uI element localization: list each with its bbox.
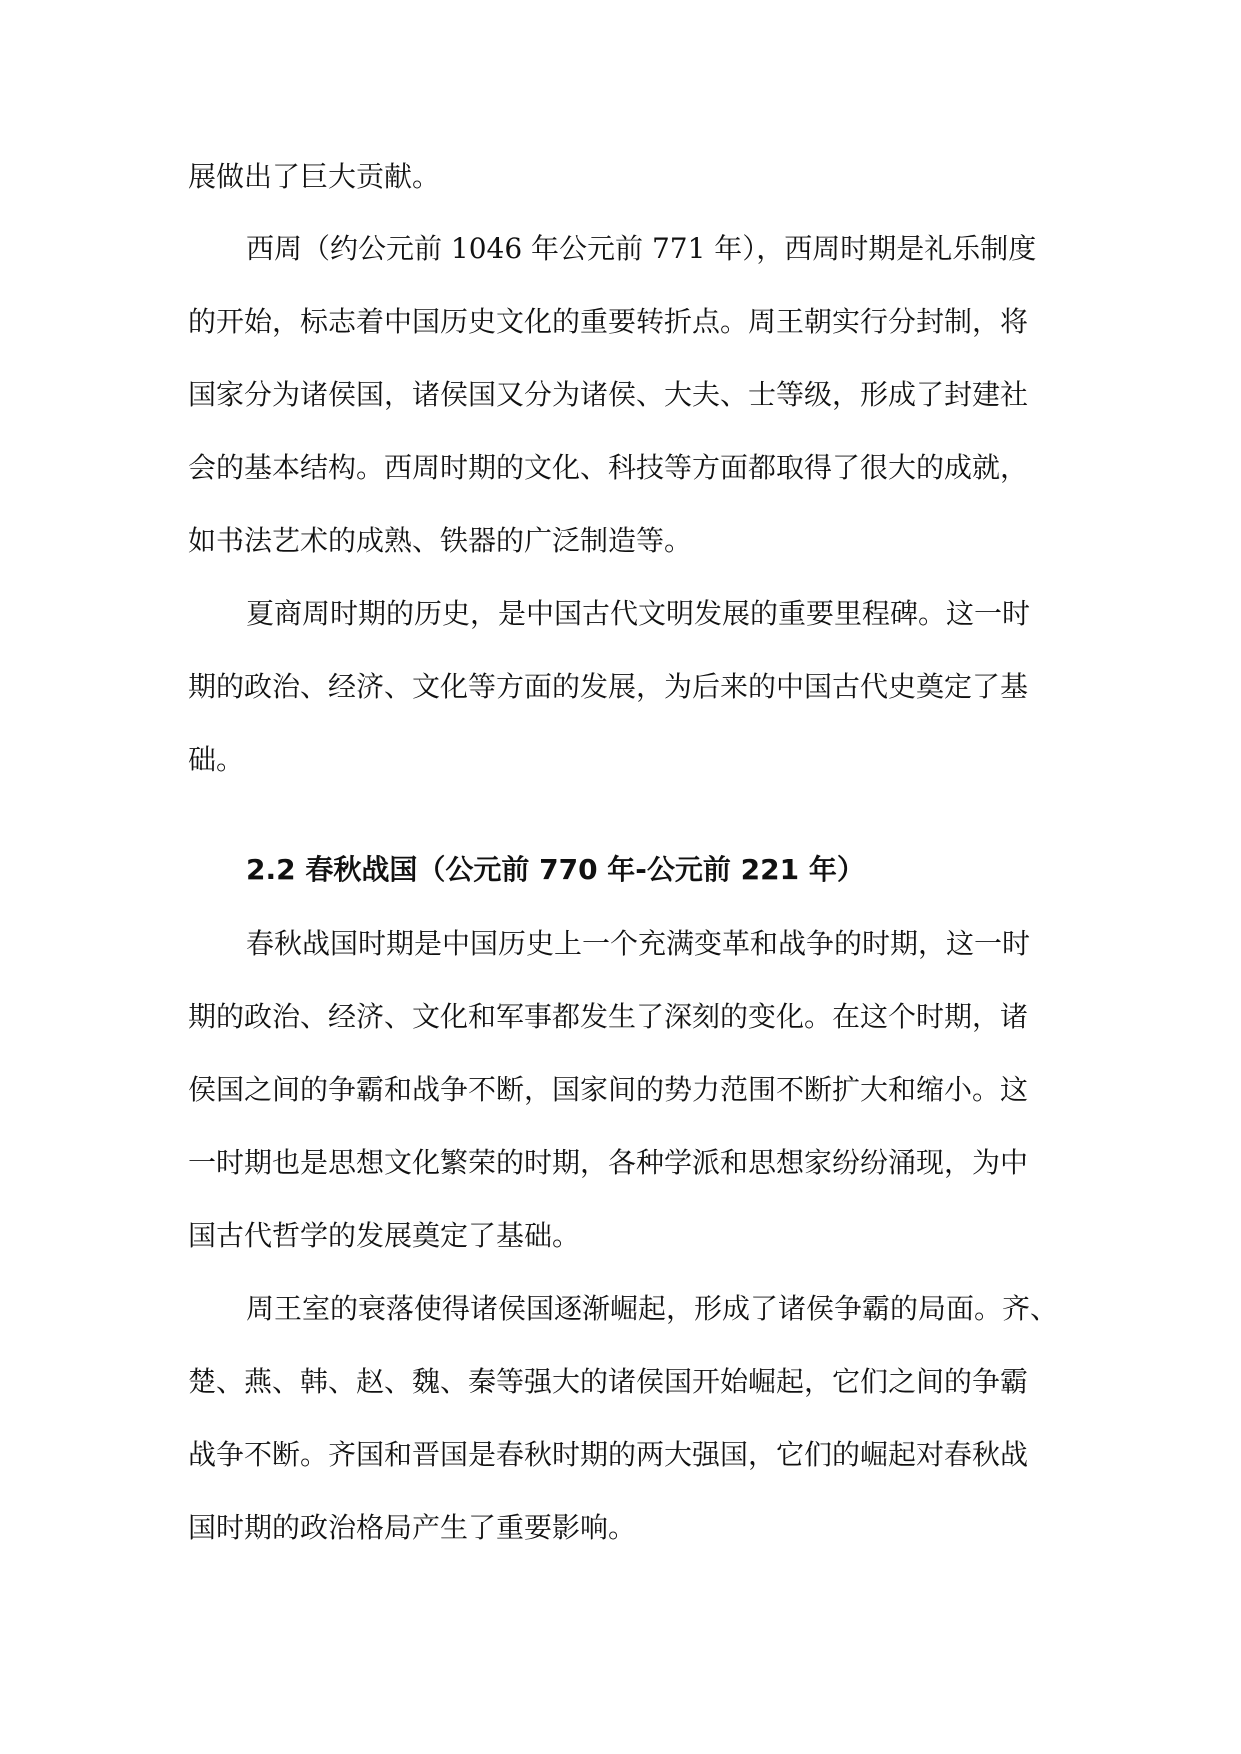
paragraph-2-line-5: 如书法艺术的成熟、铁器的广泛制造等。 — [188, 524, 693, 557]
paragraph-4-line-1: 春秋战国时期是中国历史上一个充满变革和战争的时期，这一时 — [246, 927, 1031, 960]
paragraph-2-line-2: 的开始，标志着中国历史文化的重要转折点。周王朝实行分封制，将 — [188, 305, 1029, 338]
paragraph-2-line-1: 西周（约公元前 1046 年公元前 771 年），西周时期是礼乐制度 — [246, 232, 1037, 265]
paragraph-4-line-3: 侯国之间的争霸和战争不断，国家间的势力范围不断扩大和缩小。这 — [188, 1073, 1029, 1106]
section-heading: 2.2 春秋战国（公元前 770 年-公元前 221 年） — [246, 853, 865, 886]
paragraph-3-line-2: 期的政治、经济、文化等方面的发展，为后来的中国古代史奠定了基 — [188, 670, 1029, 703]
paragraph-5-line-4: 国时期的政治格局产生了重要影响。 — [188, 1511, 637, 1544]
paragraph-4-line-4: 一时期也是思想文化繁荣的时期，各种学派和思想家纷纷涌现，为中 — [188, 1146, 1029, 1179]
paragraph-2-line-3: 国家分为诸侯国，诸侯国又分为诸侯、大夫、士等级，形成了封建社 — [188, 378, 1029, 411]
paragraph-3-line-1: 夏商周时期的历史，是中国古代文明发展的重要里程碑。这一时 — [246, 597, 1031, 630]
paragraph-5-line-3: 战争不断。齐国和晋国是春秋时期的两大强国，它们的崛起对春秋战 — [188, 1438, 1029, 1471]
paragraph-5-line-2: 楚、燕、韩、赵、魏、秦等强大的诸侯国开始崛起，它们之间的争霸 — [188, 1365, 1029, 1398]
paragraph-1-line-1: 展做出了巨大贡献。 — [188, 160, 441, 193]
paragraph-4-line-2: 期的政治、经济、文化和军事都发生了深刻的变化。在这个时期，诸 — [188, 1000, 1029, 1033]
paragraph-3-line-3: 础。 — [188, 743, 245, 776]
paragraph-4-line-5: 国古代哲学的发展奠定了基础。 — [188, 1219, 581, 1252]
paragraph-2-line-4: 会的基本结构。西周时期的文化、科技等方面都取得了很大的成就， — [188, 451, 1029, 484]
paragraph-5-line-1: 周王室的衰落使得诸侯国逐渐崛起，形成了诸侯争霸的局面。齐、 — [246, 1292, 1059, 1325]
